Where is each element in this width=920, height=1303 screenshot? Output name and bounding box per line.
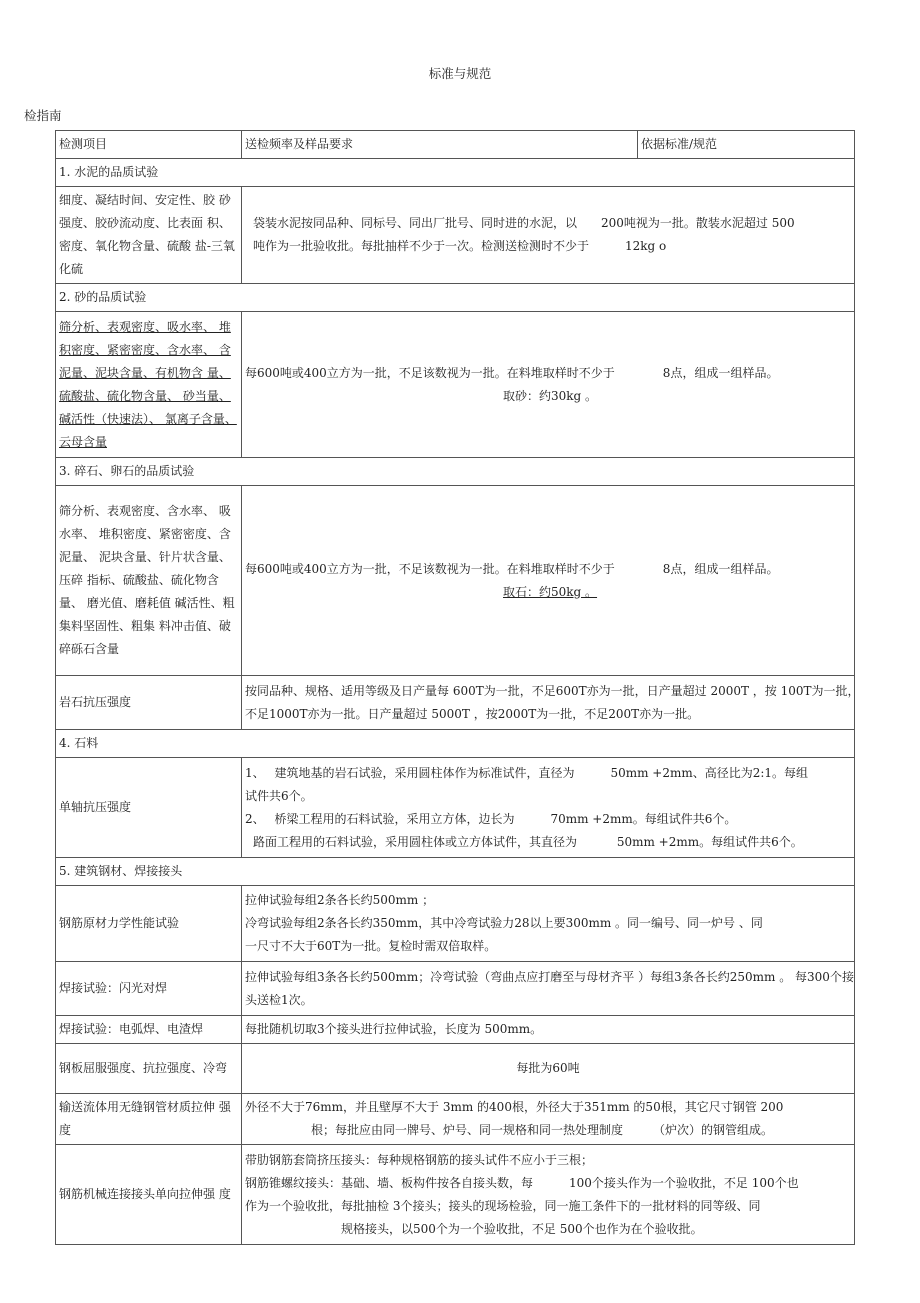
item-gravel-tests: 筛分析、表观密度、含水率、 吸水率、 堆积密度、紧密密度、含泥量、 泥块含量、针片状含量、压碎 指标、硫酸盐、硫化物含量、 磨光值、磨耗值 碱活性、粗集料坚固性、粗集 料冲击值、破碎砾石含量 [56, 486, 242, 676]
requirement-arc-welding: 每批随机切取3个接头进行拉伸试验，长度为 500mm。 [242, 1016, 855, 1044]
requirement-seamless-pipe [242, 1094, 855, 1145]
requirement-line: 不足1000T亦为一批。日产量超过 5000T ，按2000T为一批，不足200T亦为一批。 [245, 706, 700, 721]
requirement-line: 钢筋锥螺纹接头：基础、墙、板构件按各自接头数，每 100个接头作为一个验收批，不足 100个也 [245, 1175, 799, 1190]
table-row [56, 486, 855, 676]
section-row-cement [56, 159, 855, 187]
requirement-line: 冷弯试验每组2条各长约350mm，其中冷弯试验力28以上要300mm 。同一编号、同一炉号 、同 [245, 916, 763, 930]
requirement-flash-welding [242, 962, 855, 1016]
requirement-line: 规格接头，以500个为一个验收批，不足 500个也作为在个验收批。 [341, 1221, 703, 1236]
item-rock-compressive: 岩石抗压强度 [56, 676, 242, 730]
section-row-gravel [56, 458, 855, 486]
table-row [56, 676, 855, 730]
requirement-stone [242, 758, 855, 858]
section-title-cement: 1. 水泥的品质试验 [56, 159, 855, 187]
page-title: 标准与规范 [428, 66, 492, 81]
table-row [56, 962, 855, 1016]
item-cement-tests: 细度、凝结时间、安定性、胶 砂强度、胶砂流动度、比表面 积、密度、氧化物含量、硫酸 盐-三氧化硫 [56, 187, 242, 284]
item-seamless-pipe: 输送流体用无缝钢管材质拉伸 强度 [56, 1094, 242, 1145]
table-header-row [56, 131, 855, 159]
requirement-line: 头送检1次。 [245, 992, 313, 1007]
requirement-mechanical-connection [242, 1145, 855, 1245]
item-sand-tests: 筛分析、表观密度、吸水率、 堆积密度、紧密密度、含水率、 含泥量、泥块含量、有机物含 量、硫酸盐、硫化物含量、 砂当量、碱活性（快速法）、 氯离子含量、云母含量 [56, 312, 242, 458]
requirement-line: 按同品种、规格、适用等级及日产量每 600T为一批，不足600T亦为一批，日产量超过 2000T ，按 100T为一批， [245, 683, 860, 698]
requirement-rebar [242, 886, 855, 962]
requirement-line: 1、 建筑地基的岩石试验，采用圆柱体作为标准试件，直径为 50mm +2mm、高径比为2:1。每组 [245, 765, 809, 780]
section-row-steel [56, 858, 855, 886]
section-title-stone: 4. 石料 [56, 730, 855, 758]
requirement-rock [242, 676, 860, 730]
table-row [56, 1145, 855, 1245]
item-steel-plate: 钢板屈服强度、抗拉强度、冷弯 [56, 1044, 242, 1094]
requirement-line: 每600吨或400立方为一批，不足该数视为一批。在料堆取样时不少于 8点，组成一组样品。 [245, 561, 779, 576]
requirement-line: 拉伸试验每组2条各长约500mm ； [245, 893, 435, 907]
requirement-sand [242, 312, 855, 458]
section-row-sand [56, 284, 855, 312]
requirement-steel-plate: 每批为60吨 [242, 1044, 855, 1094]
table-row [56, 1094, 855, 1145]
table-row [56, 312, 855, 458]
item-arc-welding: 焊接试验：电弧焊、电渣焊 [56, 1016, 242, 1044]
item-uniaxial-compressive: 单轴抗压强度 [56, 758, 242, 858]
requirement-line: 一尺寸不大于60T为一批。复检时需双倍取样。 [245, 939, 497, 953]
requirement-line: 吨作为一批验收批。每批抽样不少于一次。检测送检测时不少于 12kg o [253, 239, 667, 253]
table-row [56, 1044, 855, 1094]
header-inspection-item: 检测项目 [56, 131, 242, 159]
requirement-line: 试件共6个。 [245, 788, 313, 803]
requirement-line: 每600吨或400立方为一批，不足该数视为一批。在料堆取样时不少于 8点，组成一组样品。 [245, 365, 779, 380]
section-title-gravel: 3. 碎石、卵石的品质试验 [56, 458, 855, 486]
requirement-line: 取石：约50kg 。 [503, 584, 598, 599]
header-frequency-requirements: 送检频率及样品要求 [242, 131, 638, 159]
item-mechanical-connection: 钢筋机械连接接头单向拉伸强 度 [56, 1145, 242, 1245]
requirement-line: 路面工程用的石料试验，采用圆柱体或立方体试件，其直径为 50mm +2mm。每组试件共6个。 [253, 834, 803, 849]
requirement-line: 作为一个验收批，每批抽检 3个接头；接头的现场检验，同一施工条件下的一批材料的同等级、同 [245, 1198, 761, 1213]
inspection-guide-table [55, 130, 860, 1245]
requirement-line: 袋装水泥按同品种、同标号、同出厂批号、同时进的水泥，以 200吨视为一批。散装水泥超过 500 [253, 216, 795, 230]
item-rebar-mechanical: 钢筋原材力学性能试验 [56, 886, 242, 962]
requirement-line: 2、 桥梁工程用的石料试验，采用立方体，边长为 70mm +2mm。每组试件共6个。 [245, 811, 737, 826]
requirement-line: 取砂：约30kg 。 [503, 388, 598, 403]
requirement-line: 根；每批应由同一牌号、炉号、同一规格和同一热处理制度 （炉次）的钢管组成。 [311, 1123, 774, 1137]
requirement-cement [242, 187, 855, 284]
requirement-line: 外径不大于76mm，并且壁厚不大于 3mm 的400根，外径大于351mm 的50根，其它尺寸钢管 200 [245, 1100, 784, 1114]
requirement-line: 带肋钢筋套筒挤压接头：每种规格钢筋的接头试件不应小于三根； [245, 1152, 594, 1167]
table-row [56, 886, 855, 962]
item-flash-butt-welding: 焊接试验：闪光对焊 [56, 962, 242, 1016]
table-row [56, 758, 855, 858]
requirement-line: 拉伸试验每组3条各长约500mm；冷弯试验（弯曲点应打磨至与母材齐平 ）每组3条各长约250mm 。 每300个接 [245, 969, 854, 984]
doc-subtitle: 检指南 [24, 108, 62, 123]
section-title-steel: 5. 建筑钢材、焊接接头 [56, 858, 855, 886]
header-standard: 依据标准/规范 [638, 131, 855, 159]
requirement-gravel [242, 486, 855, 676]
table-row [56, 187, 855, 284]
table-row [56, 1016, 855, 1044]
section-title-sand: 2. 砂的品质试验 [56, 284, 855, 312]
section-row-stone [56, 730, 855, 758]
